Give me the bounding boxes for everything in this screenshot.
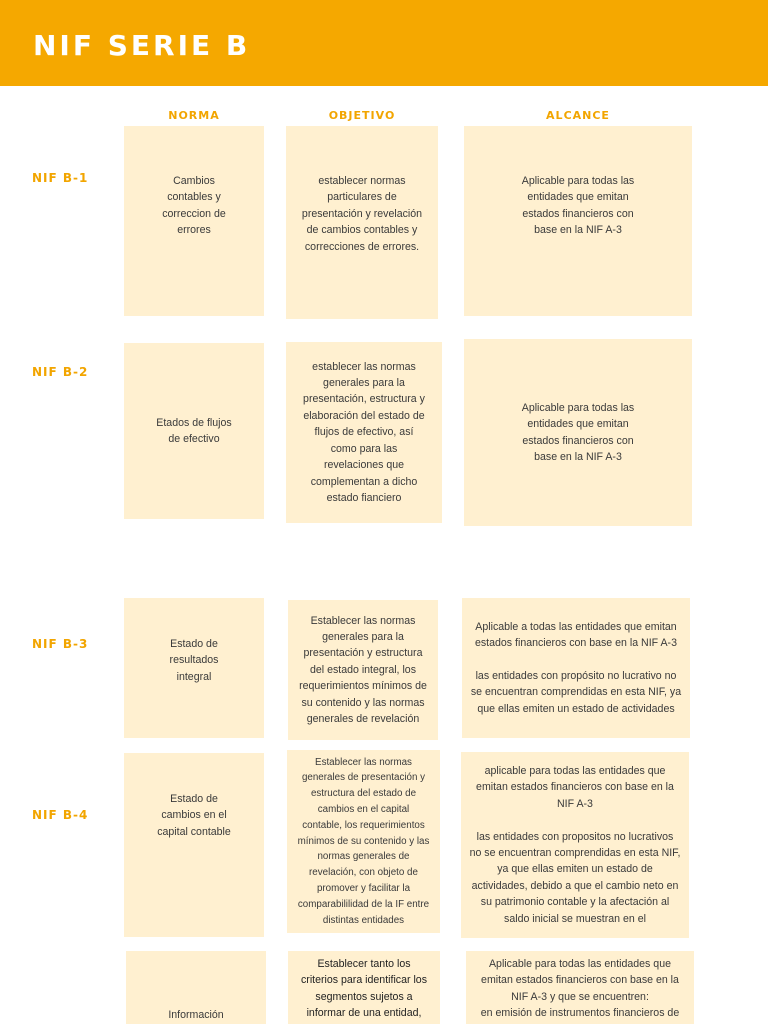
cell-text: Aplicable para todas las entidades que emitan estados financieros con base en la NIF A-3 — [521, 175, 635, 237]
cell-text: Aplicable para todas las entidades que emitan estados financieros con base en la NIF A-3 y que se encuentren: en emisión de instrumentos financieros de — [480, 958, 680, 1020]
cell-objetivo-b5 — [288, 951, 440, 1024]
cell-alcance-b3 — [462, 598, 690, 738]
cell-text: aplicable para todas las entidades que emitan estados financieros con base en la NIF A-3 las entidades con propositos no lucrativos no se encuentran comprendidas en esta NIF, ya que ellas emiten un estado de actividades, debido a que el cambio neto en su patrimonio contable y la afectación al saldo inicial se muestran en el — [469, 764, 681, 925]
cell-norma-b1 — [124, 126, 264, 316]
cell-alcance-b1 — [464, 126, 692, 316]
page-header — [0, 0, 768, 86]
cell-text: Aplicable a todas las entidades que emitan estados financieros con base en la NIF A-3 las entidades con propósito no lucrativo no se encuentran comprendidas en esta NIF, ya que ellas emiten un estado de actividades — [470, 620, 682, 715]
cell-norma-b5 — [126, 951, 266, 1024]
cell-text: Aplicable para todas las entidades que emitan estados financieros con base en la NIF A-3 — [521, 401, 635, 463]
cell-objetivo-b1 — [286, 126, 438, 319]
cell-text: Información — [168, 1009, 224, 1021]
cell-objetivo-b2 — [286, 342, 442, 523]
cell-alcance-b5 — [466, 951, 694, 1024]
cell-norma-b4 — [124, 753, 264, 937]
row-label-nif-b4: NIF B-4 — [32, 808, 89, 822]
cell-text: Estado de resultados integral — [169, 638, 219, 683]
cell-text: establecer normas particulares de presentación y revelación de cambios contables y correcciones de errores. — [301, 175, 423, 253]
row-label-nif-b3: NIF B-3 — [32, 637, 89, 651]
cell-alcance-b4 — [461, 752, 689, 938]
row-label-nif-b1: NIF B-1 — [32, 171, 89, 185]
cell-text: Establecer las normas generales de presentación y estructura del estado de cambios en el capital contable, los requerimientos mínimos de su contenido y las normas generales de revelación, con objeto de promover y facilitar la comparabililidad de la IF entre distintas entidades — [297, 756, 430, 926]
page-title: NIF SERIE B — [33, 29, 251, 62]
cell-text: Establecer tanto los criterios para identificar los segmentos sujetos a informar de una entidad, — [301, 958, 427, 1020]
cell-text: establecer las normas generales para la presentación, estructura y elaboración del estado de flujos de efectivo, así como para las revelaciones que complementan a dicho estado fianciero — [303, 360, 425, 504]
cell-alcance-b2 — [464, 339, 692, 526]
cell-text: Estado de cambios en el capital contable — [157, 793, 231, 838]
column-header-alcance: ALCANCE — [546, 109, 610, 122]
cell-objetivo-b4 — [287, 750, 440, 933]
row-label-nif-b2: NIF B-2 — [32, 365, 89, 379]
column-header-norma: NORMA — [168, 109, 220, 122]
cell-text: Cambios contables y correccion de errores — [162, 175, 226, 237]
cell-norma-b2 — [124, 343, 264, 519]
cell-text: Etados de flujos de efectivo — [156, 416, 232, 445]
cell-norma-b3 — [124, 598, 264, 738]
column-header-objetivo: OBJETIVO — [328, 109, 396, 122]
cell-objetivo-b3 — [288, 600, 438, 740]
cell-text: Establecer las normas generales para la presentación y estructura del estado integral, los requerimientos mínimos de su contenido y las normas generales de revelación — [299, 614, 427, 726]
